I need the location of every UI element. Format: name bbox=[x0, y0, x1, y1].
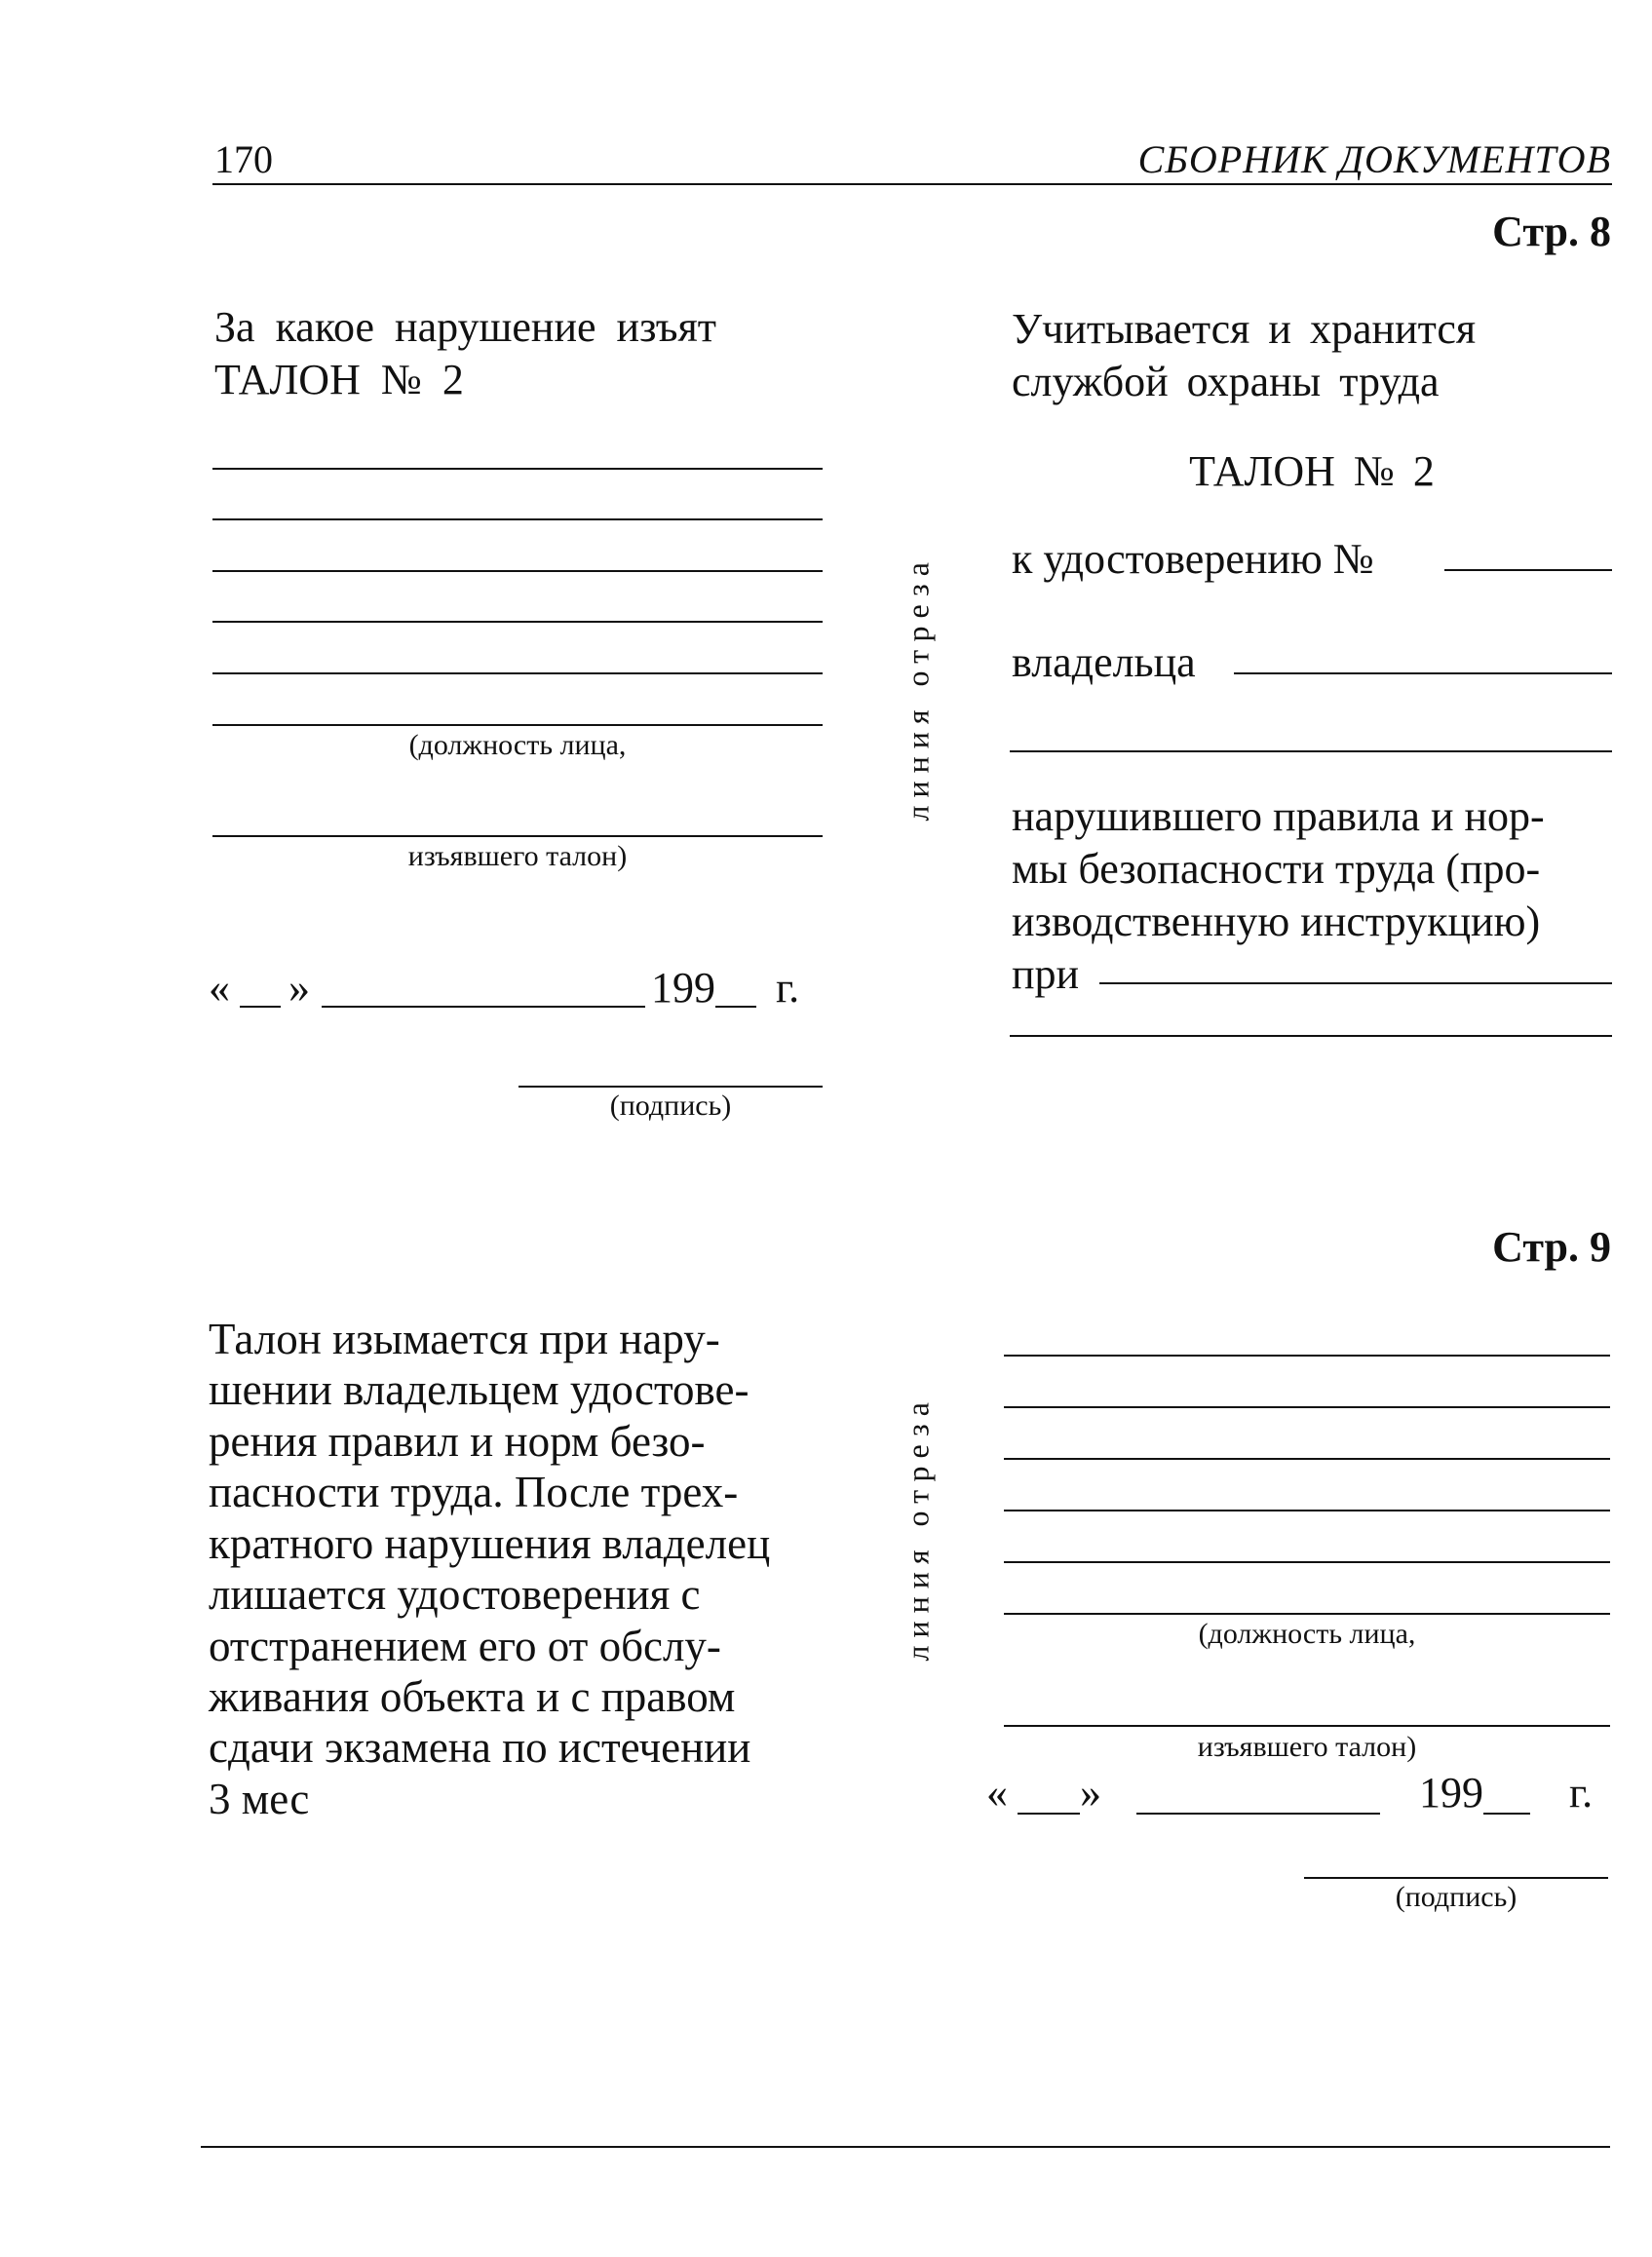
date-quote-open: « bbox=[209, 964, 230, 1012]
date-year-suffix: г. bbox=[776, 964, 800, 1012]
intro-line-2: службой охраны труда bbox=[1012, 358, 1440, 405]
question-line-1: За какое нарушение изъят bbox=[214, 303, 716, 351]
owner-line-2 bbox=[1010, 750, 1612, 752]
date-day-line bbox=[240, 1006, 281, 1008]
page-label-8: Стр. 8 bbox=[1492, 208, 1611, 255]
p9-date-year-suffix: г. bbox=[1569, 1769, 1594, 1817]
notice-line-10: 3 мес bbox=[209, 1774, 310, 1823]
violation-line-1: нарушившего правила и нор- bbox=[1012, 792, 1545, 840]
collection-title: СБОРНИК ДОКУМЕНТОВ bbox=[1137, 137, 1611, 181]
blank-line-1 bbox=[212, 468, 823, 470]
ticket-title: ТАЛОН № 2 bbox=[1189, 447, 1435, 495]
blank-line-4 bbox=[212, 621, 823, 623]
notice-line-6: лишается удостоверения с bbox=[209, 1570, 701, 1620]
violation-line-3: изводственную инструкцию) bbox=[1012, 898, 1541, 945]
at-line-2 bbox=[1010, 1035, 1612, 1037]
date-year: 199 bbox=[651, 964, 715, 1012]
caption-who: изъявшего талон) bbox=[407, 840, 628, 872]
owner-label: владельца bbox=[1012, 638, 1196, 686]
header-rule bbox=[212, 183, 1612, 185]
signature-caption: (подпись) bbox=[609, 1090, 732, 1122]
blank-line-6 bbox=[212, 724, 823, 726]
p9-date-quote-open: « bbox=[986, 1769, 1008, 1817]
notice-line-2: шении владельцем удостове- bbox=[209, 1365, 749, 1415]
owner-line bbox=[1234, 672, 1612, 674]
signature-line bbox=[519, 1086, 823, 1088]
p9-date-year-line bbox=[1483, 1813, 1530, 1815]
page-label-9: Стр. 9 bbox=[1492, 1223, 1611, 1271]
at-line bbox=[1099, 982, 1612, 984]
p9-date-month-line bbox=[1136, 1813, 1380, 1815]
p9-caption-who: изъявшего талон) bbox=[1197, 1731, 1417, 1763]
date-quote-close: » bbox=[288, 964, 310, 1012]
p9-blank-line-2 bbox=[1004, 1406, 1610, 1408]
notice-line-7: отстранением его от обслу- bbox=[209, 1621, 721, 1670]
notice-line-9: сдачи экзамена по истечении bbox=[209, 1723, 751, 1773]
date-month-line bbox=[322, 1006, 645, 1008]
cut-line-label-8: линия отреза bbox=[900, 555, 936, 822]
notice-text bbox=[209, 1314, 832, 1824]
question-line-2: ТАЛОН № 2 bbox=[214, 356, 464, 403]
footer-rule bbox=[201, 2146, 1610, 2148]
p9-caption-position: (должность лица, bbox=[1198, 1618, 1416, 1650]
p9-blank-line-3 bbox=[1004, 1458, 1610, 1460]
notice-line-8: живания объекта и с правом bbox=[209, 1671, 736, 1721]
blank-line-5 bbox=[212, 672, 823, 674]
p9-blank-line-7 bbox=[1004, 1725, 1610, 1727]
p9-date-year: 199 bbox=[1419, 1769, 1483, 1817]
notice-line-3: рения правил и норм безо- bbox=[209, 1416, 706, 1466]
certificate-label: к удостоверению № bbox=[1012, 535, 1374, 583]
date-year-line bbox=[715, 1006, 756, 1008]
page-number: 170 bbox=[214, 137, 273, 181]
intro-line-1: Учитывается и хранится bbox=[1012, 305, 1477, 353]
p9-signature-line bbox=[1304, 1877, 1608, 1879]
caption-position: (должность лица, bbox=[408, 729, 627, 761]
at-label: при bbox=[1012, 950, 1080, 998]
p9-blank-line-1 bbox=[1004, 1355, 1610, 1357]
cut-line-label-9: линия отреза bbox=[900, 1395, 936, 1662]
notice-line-1: Талон изымается при нару- bbox=[209, 1315, 720, 1363]
blank-line-3 bbox=[212, 570, 823, 572]
p9-blank-line-6 bbox=[1004, 1613, 1610, 1615]
p9-blank-line-5 bbox=[1004, 1561, 1610, 1563]
notice-line-4: пасности труда. После трех- bbox=[209, 1468, 739, 1517]
p9-date-day-line bbox=[1018, 1813, 1080, 1815]
blank-line-2 bbox=[212, 518, 823, 520]
notice-line-5: кратного нарушения владелец bbox=[209, 1518, 771, 1568]
blank-line-7 bbox=[212, 835, 823, 837]
violation-line-2: мы безопасности труда (про- bbox=[1012, 845, 1541, 893]
p9-date-quote-close: » bbox=[1080, 1769, 1101, 1817]
p9-signature-caption: (подпись) bbox=[1395, 1881, 1518, 1913]
p9-blank-line-4 bbox=[1004, 1510, 1610, 1511]
certificate-number-line bbox=[1444, 569, 1612, 571]
